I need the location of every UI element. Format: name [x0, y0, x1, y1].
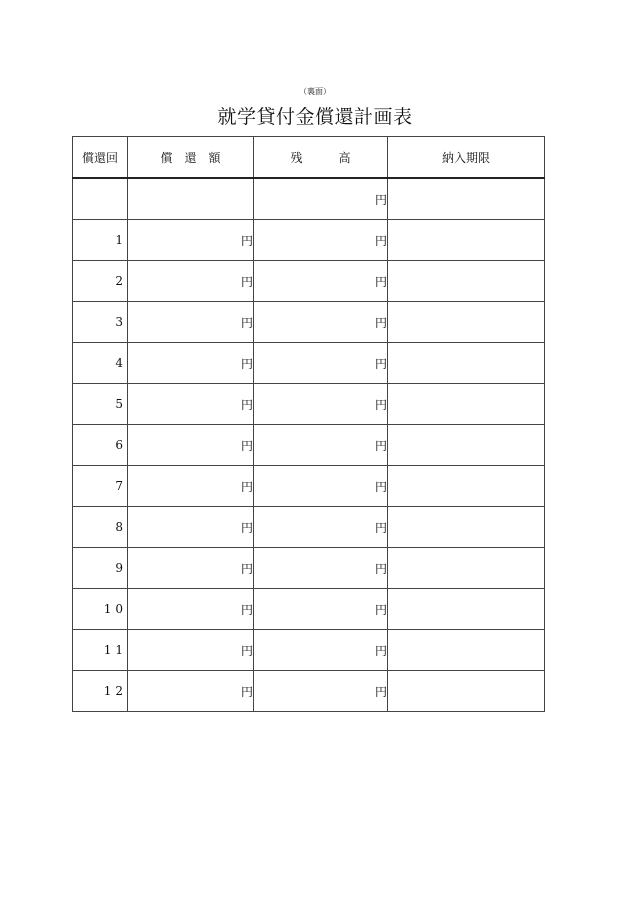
due-date-cell[interactable]: [388, 384, 545, 425]
balance-cell[interactable]: 円: [254, 466, 388, 507]
due-date-cell[interactable]: [388, 425, 545, 466]
balance-cell[interactable]: 円: [254, 548, 388, 589]
amount-cell[interactable]: 円: [128, 589, 254, 630]
round-cell: 10: [73, 589, 128, 630]
due-date-cell[interactable]: [388, 466, 545, 507]
table-row: [73, 425, 545, 466]
amount-cell[interactable]: 円: [128, 302, 254, 343]
balance-cell[interactable]: 円: [254, 425, 388, 466]
amount-cell[interactable]: 円: [128, 548, 254, 589]
balance-cell[interactable]: 円: [254, 671, 388, 712]
round-cell: 3: [73, 302, 128, 343]
table-row: [73, 589, 545, 630]
balance-cell[interactable]: 円: [254, 178, 388, 220]
balance-cell[interactable]: 円: [254, 384, 388, 425]
due-date-cell[interactable]: [388, 343, 545, 384]
table-row: [73, 302, 545, 343]
table-row: [73, 671, 545, 712]
table-row: [73, 507, 545, 548]
due-date-cell[interactable]: [388, 261, 545, 302]
round-cell: 11: [73, 630, 128, 671]
due-date-cell[interactable]: [388, 178, 545, 220]
round-cell: 6: [73, 425, 128, 466]
table-row: [73, 343, 545, 384]
table-row: [73, 630, 545, 671]
amount-cell[interactable]: 円: [128, 261, 254, 302]
round-cell: 8: [73, 507, 128, 548]
table-row: [73, 384, 545, 425]
amount-cell[interactable]: 円: [128, 343, 254, 384]
header-round: 償還回: [73, 137, 128, 179]
amount-cell[interactable]: 円: [128, 425, 254, 466]
amount-cell[interactable]: [128, 178, 254, 220]
round-cell[interactable]: [73, 178, 128, 220]
initial-row: [73, 178, 545, 220]
due-date-cell[interactable]: [388, 630, 545, 671]
amount-cell[interactable]: 円: [128, 384, 254, 425]
amount-cell[interactable]: 円: [128, 466, 254, 507]
table-row: [73, 548, 545, 589]
due-date-cell[interactable]: [388, 671, 545, 712]
due-date-cell[interactable]: [388, 302, 545, 343]
round-cell: 12: [73, 671, 128, 712]
repayment-plan-table: [72, 136, 545, 712]
header-amount: 償 還 額: [128, 137, 254, 179]
header-balance: 残 高: [254, 137, 388, 179]
due-date-cell[interactable]: [388, 589, 545, 630]
balance-cell[interactable]: 円: [254, 261, 388, 302]
amount-cell[interactable]: 円: [128, 671, 254, 712]
table-row: [73, 261, 545, 302]
table-row: [73, 220, 545, 261]
amount-cell[interactable]: 円: [128, 630, 254, 671]
balance-cell[interactable]: 円: [254, 343, 388, 384]
round-cell: 5: [73, 384, 128, 425]
round-cell: 2: [73, 261, 128, 302]
document-title: 就学貸付金償還計画表: [217, 106, 413, 128]
due-date-cell[interactable]: [388, 220, 545, 261]
amount-cell[interactable]: 円: [128, 507, 254, 548]
due-date-cell[interactable]: [388, 507, 545, 548]
amount-cell[interactable]: 円: [128, 220, 254, 261]
balance-cell[interactable]: 円: [254, 302, 388, 343]
round-cell: 1: [73, 220, 128, 261]
balance-cell[interactable]: 円: [254, 630, 388, 671]
due-date-cell[interactable]: [388, 548, 545, 589]
round-cell: 9: [73, 548, 128, 589]
balance-cell[interactable]: 円: [254, 507, 388, 548]
reverse-side-note: （裏面）: [299, 87, 331, 96]
header-due-date: 納入期限: [388, 137, 545, 179]
header-row: [73, 137, 545, 179]
balance-cell[interactable]: 円: [254, 220, 388, 261]
table-row: [73, 466, 545, 507]
balance-cell[interactable]: 円: [254, 589, 388, 630]
round-cell: 7: [73, 466, 128, 507]
round-cell: 4: [73, 343, 128, 384]
